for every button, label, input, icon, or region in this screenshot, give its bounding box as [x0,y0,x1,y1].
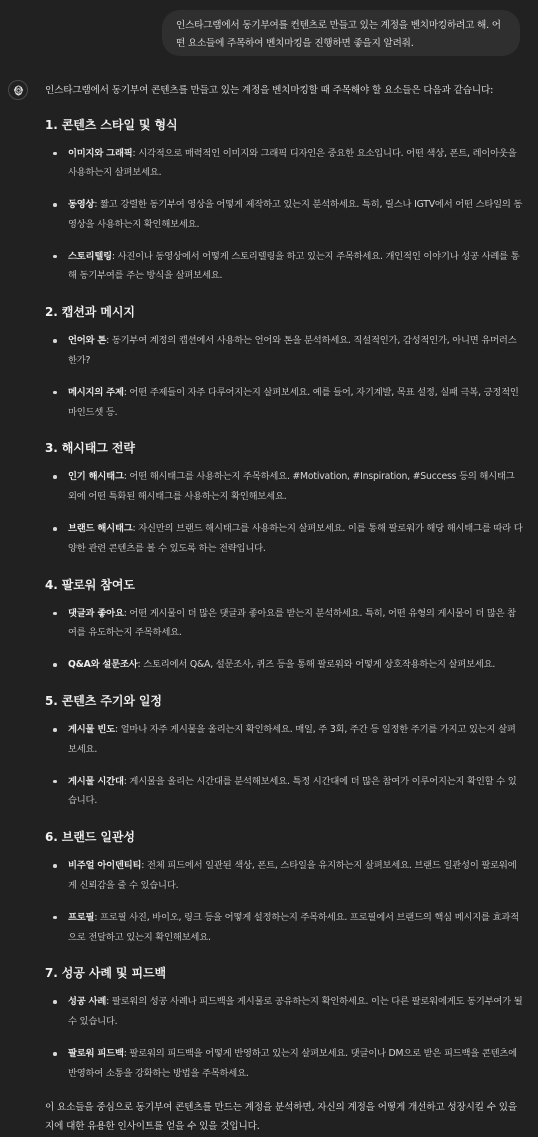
list-item-text: : 얼마나 자주 게시물을 올리는지 확인하세요. 매일, 주 3회, 주간 등 일정한 주기를 가지고 있는지 살펴보세요. [68,724,516,755]
section-title: 7. 성공 사례 및 피드백 [45,966,166,981]
list-item-term: 이미지와 그래픽 [68,147,133,159]
list-item-text: : 어떤 게시물이 더 많은 댓글과 좋아요를 받는지 분석하세요. 특히, 어떤 유형의 게시물이 더 많은 참여를 유도하는지 주목하세요. [68,607,516,639]
assistant-response [45,80,523,1137]
list-item-text: : 팔로워의 피드백을 어떻게 반영하고 있는지 살펴보세요. 댓글이나 DM으로 받은 피드백을 콘텐츠에 반영하여 소통을 강화하는 방법을 주목하세요. [68,1048,517,1079]
section-title: 4. 팔로워 참여도 [45,577,135,592]
list-item [45,992,523,1032]
section-title: 5. 콘텐츠 주기와 일정 [45,694,162,709]
section-title: 2. 캡션과 메시지 [45,305,135,320]
list-item-term: 인기 해시태그 [68,471,124,483]
list-item [45,144,523,184]
bullet-list [45,604,523,675]
list-item-text: : 어떤 해시태그를 사용하는지 주목하세요. #Motivation, #Inspiration, #Success 등의 해시태그 외에 어떤 특화된 해시태그를 사용하는지 확인해보세요. [68,471,515,503]
list-item-term: 게시물 시간대 [68,775,124,787]
bullet-list [45,144,523,287]
list-item-text: : 짧고 강렬한 동기부여 영상을 어떻게 제작하고 있는지 분석하세요. 특히, 릴스나 IGTV에서 어떤 스타일의 동영상을 사용하는지 확인해보세요. [68,199,523,230]
list-item-term: 팔로워 피드백 [68,1048,124,1060]
list-item-text: : 동기부여 계정의 캡션에서 사용하는 언어와 톤을 분석하세요. 직설적인가, 감성적인가, 아니면 유머러스한가? [68,335,517,367]
list-item [45,856,523,896]
list-item [45,331,523,371]
list-item-term: 스토리텔링 [68,250,112,262]
list-item-text: : 프로필 사진, 바이오, 링크 등을 어떻게 설정하는지 주목하세요. 프로필에서 브랜드의 핵심 메시지를 효과적으로 전달하고 있는지 확인해보세요. [68,911,519,943]
list-item-term: 언어와 톤 [68,335,107,347]
list-item [45,383,523,423]
user-message-bubble [162,10,520,56]
list-item [45,655,523,675]
list-item-text: : 시각적으로 매력적인 이미지와 그래픽 디자인은 중요한 요소입니다. 어떤 색상, 폰트, 레이아웃을 사용하는지 살펴보세요. [68,147,517,179]
list-item-text: : 스토리에서 Q&A, 설문조사, 퀴즈 등을 통해 팔로워와 어떻게 상호작용하는지 살펴보세요. [137,659,496,671]
list-item [45,604,523,644]
list-item [45,247,523,287]
list-item-text: : 사진이나 동영상에서 어떻게 스토리텔링을 하고 있는지 주목하세요. 개인적인 이야기나 성공 사례를 통해 동기부여를 주는 방식을 살펴보세요. [68,250,520,282]
response-outro: 이 요소들을 중심으로 동기부여 콘텐츠를 만드는 계정을 분석하면, 자신의 계정을 어떻게 개선하고 성장시킬 수 있을지에 대한 유용한 인사이트를 얻을 수 있을 것입니다. [45,1101,518,1133]
section-title: 1. 콘텐츠 스타일 및 형식 [45,117,178,132]
list-item-term: 비주얼 아이덴티티 [68,860,142,872]
list-item [45,519,523,559]
bullet-list [45,331,523,422]
list-item-term: 브랜드 해시태그 [68,523,133,535]
list-item-term: 메시지의 주제 [68,386,124,398]
list-item-text: : 어떤 주제들이 자주 다루어지는지 살펴보세요. 예를 들어, 자기계발, 목표 설정, 실패 극복, 긍정적인 마인드셋 등. [68,386,519,418]
section-title: 6. 브랜드 일관성 [45,830,135,845]
list-item-term: 성공 사례 [68,996,107,1008]
list-item-term: Q&A와 설문조사 [68,659,138,671]
list-item [45,1044,523,1084]
list-item-term: 동영상 [68,199,95,211]
list-item [45,467,523,507]
list-item-term: 게시물 빈도 [68,724,115,736]
list-item [45,195,523,235]
list-item [45,720,523,760]
list-item-term: 댓글과 좋아요 [68,607,124,619]
list-item [45,772,523,812]
response-sections [45,115,523,1084]
bullet-list [45,720,523,811]
list-item [45,908,523,948]
bullet-list [45,856,523,947]
list-item-text: : 게시물을 올리는 시간대를 분석해보세요. 특정 시간대에 더 많은 참여가 이루어지는지 확인할 수 있습니다. [68,775,517,807]
list-item-text: : 자신만의 브랜드 해시태그를 사용하는지 살펴보세요. 이를 통해 팔로워가 해당 해시태그를 따라 다양한 관련 콘텐츠를 볼 수 있도록 하는 전략입니다. [68,523,523,554]
openai-logo-icon [12,84,25,97]
user-message-text: 인스타그램에서 동기부여를 컨텐츠로 만들고 있는 계정을 벤치마킹하려고 해. 어떤 요소들에 주목하여 벤치마킹을 진행하면 좋을지 알려줘. [176,20,501,49]
list-item-text: : 팔로워의 성공 사례나 피드백을 게시물로 공유하는지 확인하세요. 이는 다른 팔로워에게도 동기부여가 될 수 있습니다. [68,996,523,1028]
response-intro: 인스타그램에서 동기부여 콘텐츠를 만들고 있는 계정을 벤치마킹할 때 주목해야 할 요소들은 다음과 같습니다: [45,85,494,96]
bullet-list [45,467,523,558]
assistant-avatar [8,80,28,100]
list-item-term: 프로필 [68,911,95,923]
list-item-text: : 전체 피드에서 일관된 색상, 폰트, 스타일을 유지하는지 살펴보세요. 브랜드 일관성이 팔로워에게 신뢰감을 줄 수 있습니다. [68,860,517,892]
bullet-list [45,992,523,1083]
section-title: 3. 해시태그 전략 [45,441,135,456]
